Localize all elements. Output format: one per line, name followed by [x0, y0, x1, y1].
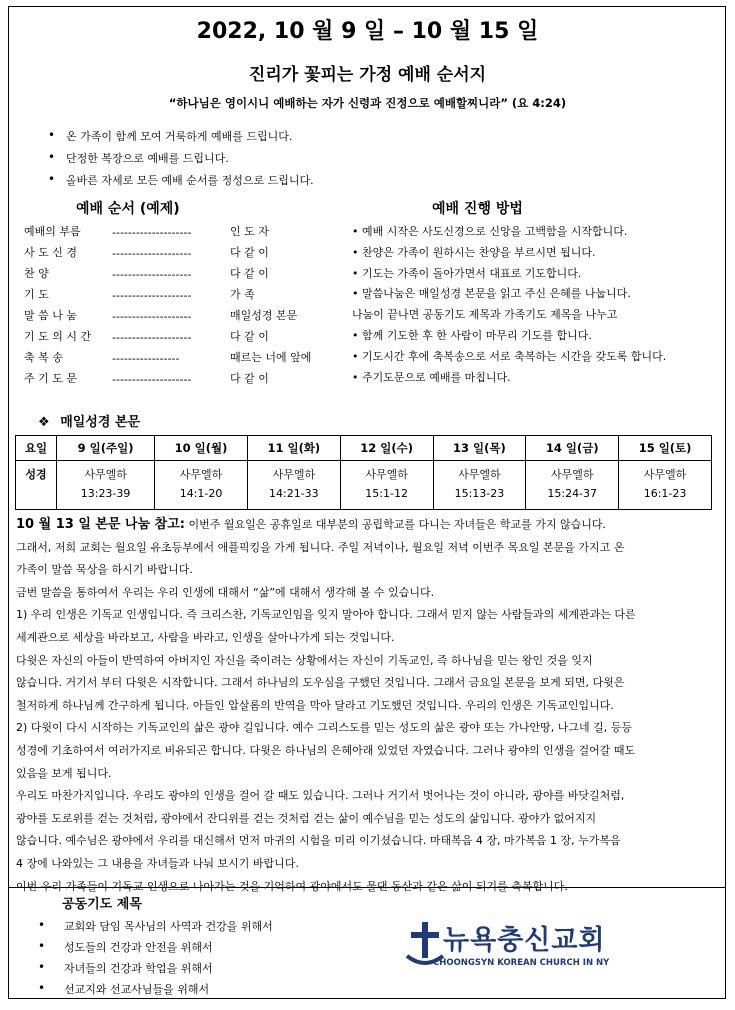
order-row — [24, 370, 269, 386]
prayer-item: • 자녀들의 건강과 학업을 위해서 — [38, 960, 273, 981]
method-line: • 기도는 가족이 돌아가면서 대표로 기도합니다. — [352, 266, 582, 280]
intro-bullet: • 올바른 자세로 모든 예배 순서를 정성으로 드립니다. — [48, 172, 314, 194]
table-header-cell: 15 일(토) — [619, 436, 712, 461]
method-line: • 주기도문으로 예배를 마칩니다. — [352, 370, 511, 384]
verse-quote: “하나님은 영이시니 예배하는 자가 신령과 진정으로 예배할찌니라” (요 4:24) — [168, 96, 567, 110]
order-item-name: 축 복 송 — [24, 351, 63, 364]
method-line: • 예배 시작은 사도신경으로 신앙을 고백함을 시작합니다. — [352, 225, 628, 238]
prayer-item: • 성도들의 건강과 안전을 위해서 — [38, 939, 273, 960]
method-line: • 찬양은 가족이 원하시는 찬양을 부르시면 됩니다. — [352, 245, 596, 259]
sharing-line: 세계관으로 세상을 바라보고, 사람을 바라고, 인생을 살아나가게 되는 것입니다. — [16, 630, 395, 644]
order-row — [24, 265, 269, 281]
sharing-body — [16, 537, 716, 899]
prayer-item: • 선교지와 선교사님들을 위해서 — [38, 981, 273, 1002]
sharing-line: 않습니다. 거기서 부터 다윗은 시작합니다. 그래서 하나님의 도우심을 구했던 것입니다. 그래서 금요일 본문을 보게 되면, 다윗은 — [16, 676, 625, 690]
order-item-name: 찬 양 — [24, 267, 49, 280]
order-item-name: 기 도 의 시 간 — [24, 330, 92, 343]
sharing-line: 이번주 월요일은 공휴일로 대부분의 공립학교를 다니는 자녀들은 학교를 가지 않습니다. — [188, 518, 606, 531]
church-logo — [405, 918, 620, 976]
table-cell — [247, 461, 340, 510]
order-item-leader: 가 족 — [230, 288, 255, 301]
order-leader-dashes: -------------------- — [112, 310, 192, 323]
sharing-first-line — [16, 514, 716, 537]
order-item-name: 사 도 신 경 — [24, 246, 77, 259]
table-header-cell: 10 일(월) — [155, 436, 248, 461]
table-header-cell: 11 일(화) — [247, 436, 340, 461]
passage-ref: 13:23-39 — [80, 487, 131, 500]
order-item-leader: 매일성경 본문 — [230, 309, 298, 322]
order-leader-dashes: -------------------- — [112, 373, 192, 386]
passage-ref: 15:13-23 — [454, 487, 505, 500]
order-row — [24, 307, 297, 323]
bible-schedule-table — [15, 435, 712, 510]
order-item-leader: 인 도 자 — [230, 225, 269, 238]
table-cell — [57, 461, 155, 510]
sharing-line: 않습니다. 예수님은 광야에서 우리를 대신해서 먼저 마귀의 시험을 미리 이기셨습니다. 마태복음 4 장, 마가복음 1 장, 누가복음 — [16, 834, 621, 848]
order-leader-dashes: -------------------- — [112, 226, 192, 239]
book-name: 사무엘하 — [550, 468, 594, 481]
sharing-line: 이번 우리 가족들이 기독교 인생으로 나아가는 것을 기억하여 광야에서도 물댄 동산과 같은 삶이 되기를 축복합니다. — [16, 879, 568, 893]
book-name: 사무엘하 — [643, 468, 687, 481]
prayer-item: • 교회와 담임 목사님의 사역과 건강을 위해서 — [38, 918, 273, 939]
order-row — [24, 328, 269, 344]
sharing-line: 2) 다윗이 다시 시작하는 기독교인의 삶은 광야 길입니다. 예수 그리스도를 믿는 성도의 삶은 광야 또는 가나안땅, 나그네 길, 등등 — [16, 721, 633, 735]
order-item-leader: 다 같 이 — [230, 246, 269, 259]
order-item-name: 말 씀 나 눔 — [24, 309, 77, 322]
page-title: 2022, 10 월 9 일 – 10 월 15 일 — [196, 19, 539, 44]
sharing-line: 4 장에 나와있는 그 내용을 자녀들과 나눠 보시기 바랍니다. — [16, 856, 299, 870]
passage-ref: 14:21-33 — [269, 487, 319, 500]
church-name-ko: 뉴욕충신교회 — [443, 925, 606, 956]
order-item-name: 예배의 부름 — [24, 225, 81, 238]
order-item-leader: 다 같 이 — [230, 330, 269, 343]
book-name: 사무엘하 — [458, 468, 501, 481]
table-header-cell: 12 일(수) — [340, 436, 433, 461]
table-row-head: 성경 — [16, 461, 57, 510]
method-line: • 함께 기도한 후 한 사람이 마무리 기도를 합니다. — [352, 329, 592, 342]
order-item-leader: 다 같 이 — [230, 267, 269, 280]
order-item-leader: 때르는 너에 앞에 — [230, 351, 312, 364]
order-item-name: 기 도 — [24, 288, 49, 301]
passage-ref: 14:1-20 — [179, 487, 223, 500]
sharing-line: 우리도 마찬가지입니다. 우리도 광야의 인생을 걸어 갈 때도 있습니다. 그러나 거기서 벗어나는 것이 아니라, 광야를 바닷길처럼, — [16, 789, 625, 803]
page-subtitle: 진리가 꽃피는 가정 예배 순서지 — [248, 65, 487, 85]
four-diamond-bullet-icon: ❖ — [38, 415, 50, 430]
sharing-line: 그래서, 저희 교회는 월요일 유초등부에서 애플픽킹을 가게 됩니다. 주일 저녁이나, 월요일 저녁 이번주 목요일 본문을 가지고 온 — [16, 540, 625, 554]
sharing-heading: 10 월 13 일 본문 나눔 참고: — [16, 517, 185, 532]
prayer-list — [38, 918, 273, 1002]
table-header-cell: 14 일(금) — [526, 436, 619, 461]
method-line: • 기도시간 후에 축복송으로 서로 축복하는 시간을 갖도록 합니다. — [352, 349, 667, 363]
passage-ref: 15:1-12 — [365, 487, 408, 500]
order-row — [24, 244, 269, 260]
method-line: 나눔이 끝나면 공동기도 제목과 가족기도 제목을 나누고 — [352, 308, 618, 322]
table-row — [16, 461, 712, 510]
order-leader-dashes: ----------------- — [112, 352, 180, 365]
table-cell — [433, 461, 526, 510]
order-item-leader: 다 같 이 — [230, 372, 269, 385]
table-cell — [526, 461, 619, 510]
order-item-name: 주 기 도 문 — [24, 372, 77, 385]
bible-heading-wrap — [38, 411, 140, 430]
church-name-en: CHOONGSYN KOREAN CHURCH IN NY — [433, 958, 610, 968]
order-leader-dashes: -------------------- — [112, 289, 192, 302]
sharing-line: 다윗은 자신의 아들이 반역하여 아버지인 자신을 죽이려는 상황에서는 자신이 기독교인, 즉 하나님을 믿는 왕인 것을 잊지 — [16, 653, 593, 667]
sharing-line: 있음을 보게 됩니다. — [16, 766, 112, 780]
table-header-cell: 요일 — [16, 436, 57, 461]
book-name: 사무엘하 — [179, 468, 223, 481]
order-leader-dashes: -------------------- — [112, 331, 192, 344]
order-row — [24, 223, 269, 239]
table-header-cell: 9 일(주일) — [57, 436, 155, 461]
order-row — [24, 349, 311, 365]
book-name: 사무엘하 — [272, 468, 316, 481]
book-name: 사무엘하 — [84, 468, 127, 481]
sharing-line: 철저하게 하나님께 간구하게 됩니다. 아들인 압살롬의 반역을 막아 달라고 기도했던 것입니다. 우리의 인생은 기독교인입니다. — [16, 698, 614, 712]
table-header-row — [16, 436, 712, 461]
sharing-line: 가족이 말씀 묵상을 하시기 바랍니다. — [16, 563, 193, 577]
sharing-line: 1) 우리 인생은 기독교 인생입니다. 즉 크리스찬, 기독교인임을 잊지 말아야 합니다. 그래서 믿지 않는 사람들과의 세계관과는 다른 — [16, 608, 636, 622]
table-header-cell: 13 일(목) — [433, 436, 526, 461]
passage-ref: 16:1-23 — [643, 487, 687, 500]
sharing-line: 광야를 도로위를 걷는 것처럼, 광야에서 잔디위를 걷는 것처럼 걷는 삶이 예수님을 믿는 성도의 삶입니다. 광야가 없어지지 — [16, 811, 597, 825]
passage-ref: 15:24-37 — [547, 487, 598, 500]
prayer-heading: 공동기도 제목 — [62, 897, 142, 912]
order-row — [24, 286, 255, 302]
book-name: 사무엘하 — [365, 468, 408, 481]
method-heading: 예배 진행 방법 — [432, 201, 523, 217]
intro-bullet-list — [48, 128, 314, 194]
method-line: • 말씀나눔은 매일성경 본문을 읽고 주신 은혜를 나눕니다. — [352, 287, 631, 301]
table-cell — [619, 461, 712, 510]
intro-bullet: • 온 가족이 함께 모여 거룩하게 예배를 드립니다. — [48, 128, 314, 150]
sharing-section — [16, 514, 716, 898]
sharing-line: 성경에 기초하여서 여러가지로 비유되곤 합니다. 다윗은 하나님의 은혜아래 있었던 자였습니다. 그러나 광야의 인생을 걸어갈 때도 — [16, 743, 636, 757]
order-leader-dashes: -------------------- — [112, 247, 192, 260]
intro-bullet: • 단정한 복장으로 예배를 드립니다. — [48, 150, 314, 172]
sharing-line: 금번 말씀을 통하여서 우리는 우리 인생에 대해서 “삶”에 대해서 생각해 볼 수 있습니다. — [16, 585, 435, 599]
table-cell — [340, 461, 433, 510]
bible-heading: 매일성경 본문 — [60, 415, 141, 430]
order-heading: 예배 순서 (예제) — [76, 201, 180, 217]
table-cell — [155, 461, 248, 510]
order-leader-dashes: -------------------- — [112, 268, 192, 281]
